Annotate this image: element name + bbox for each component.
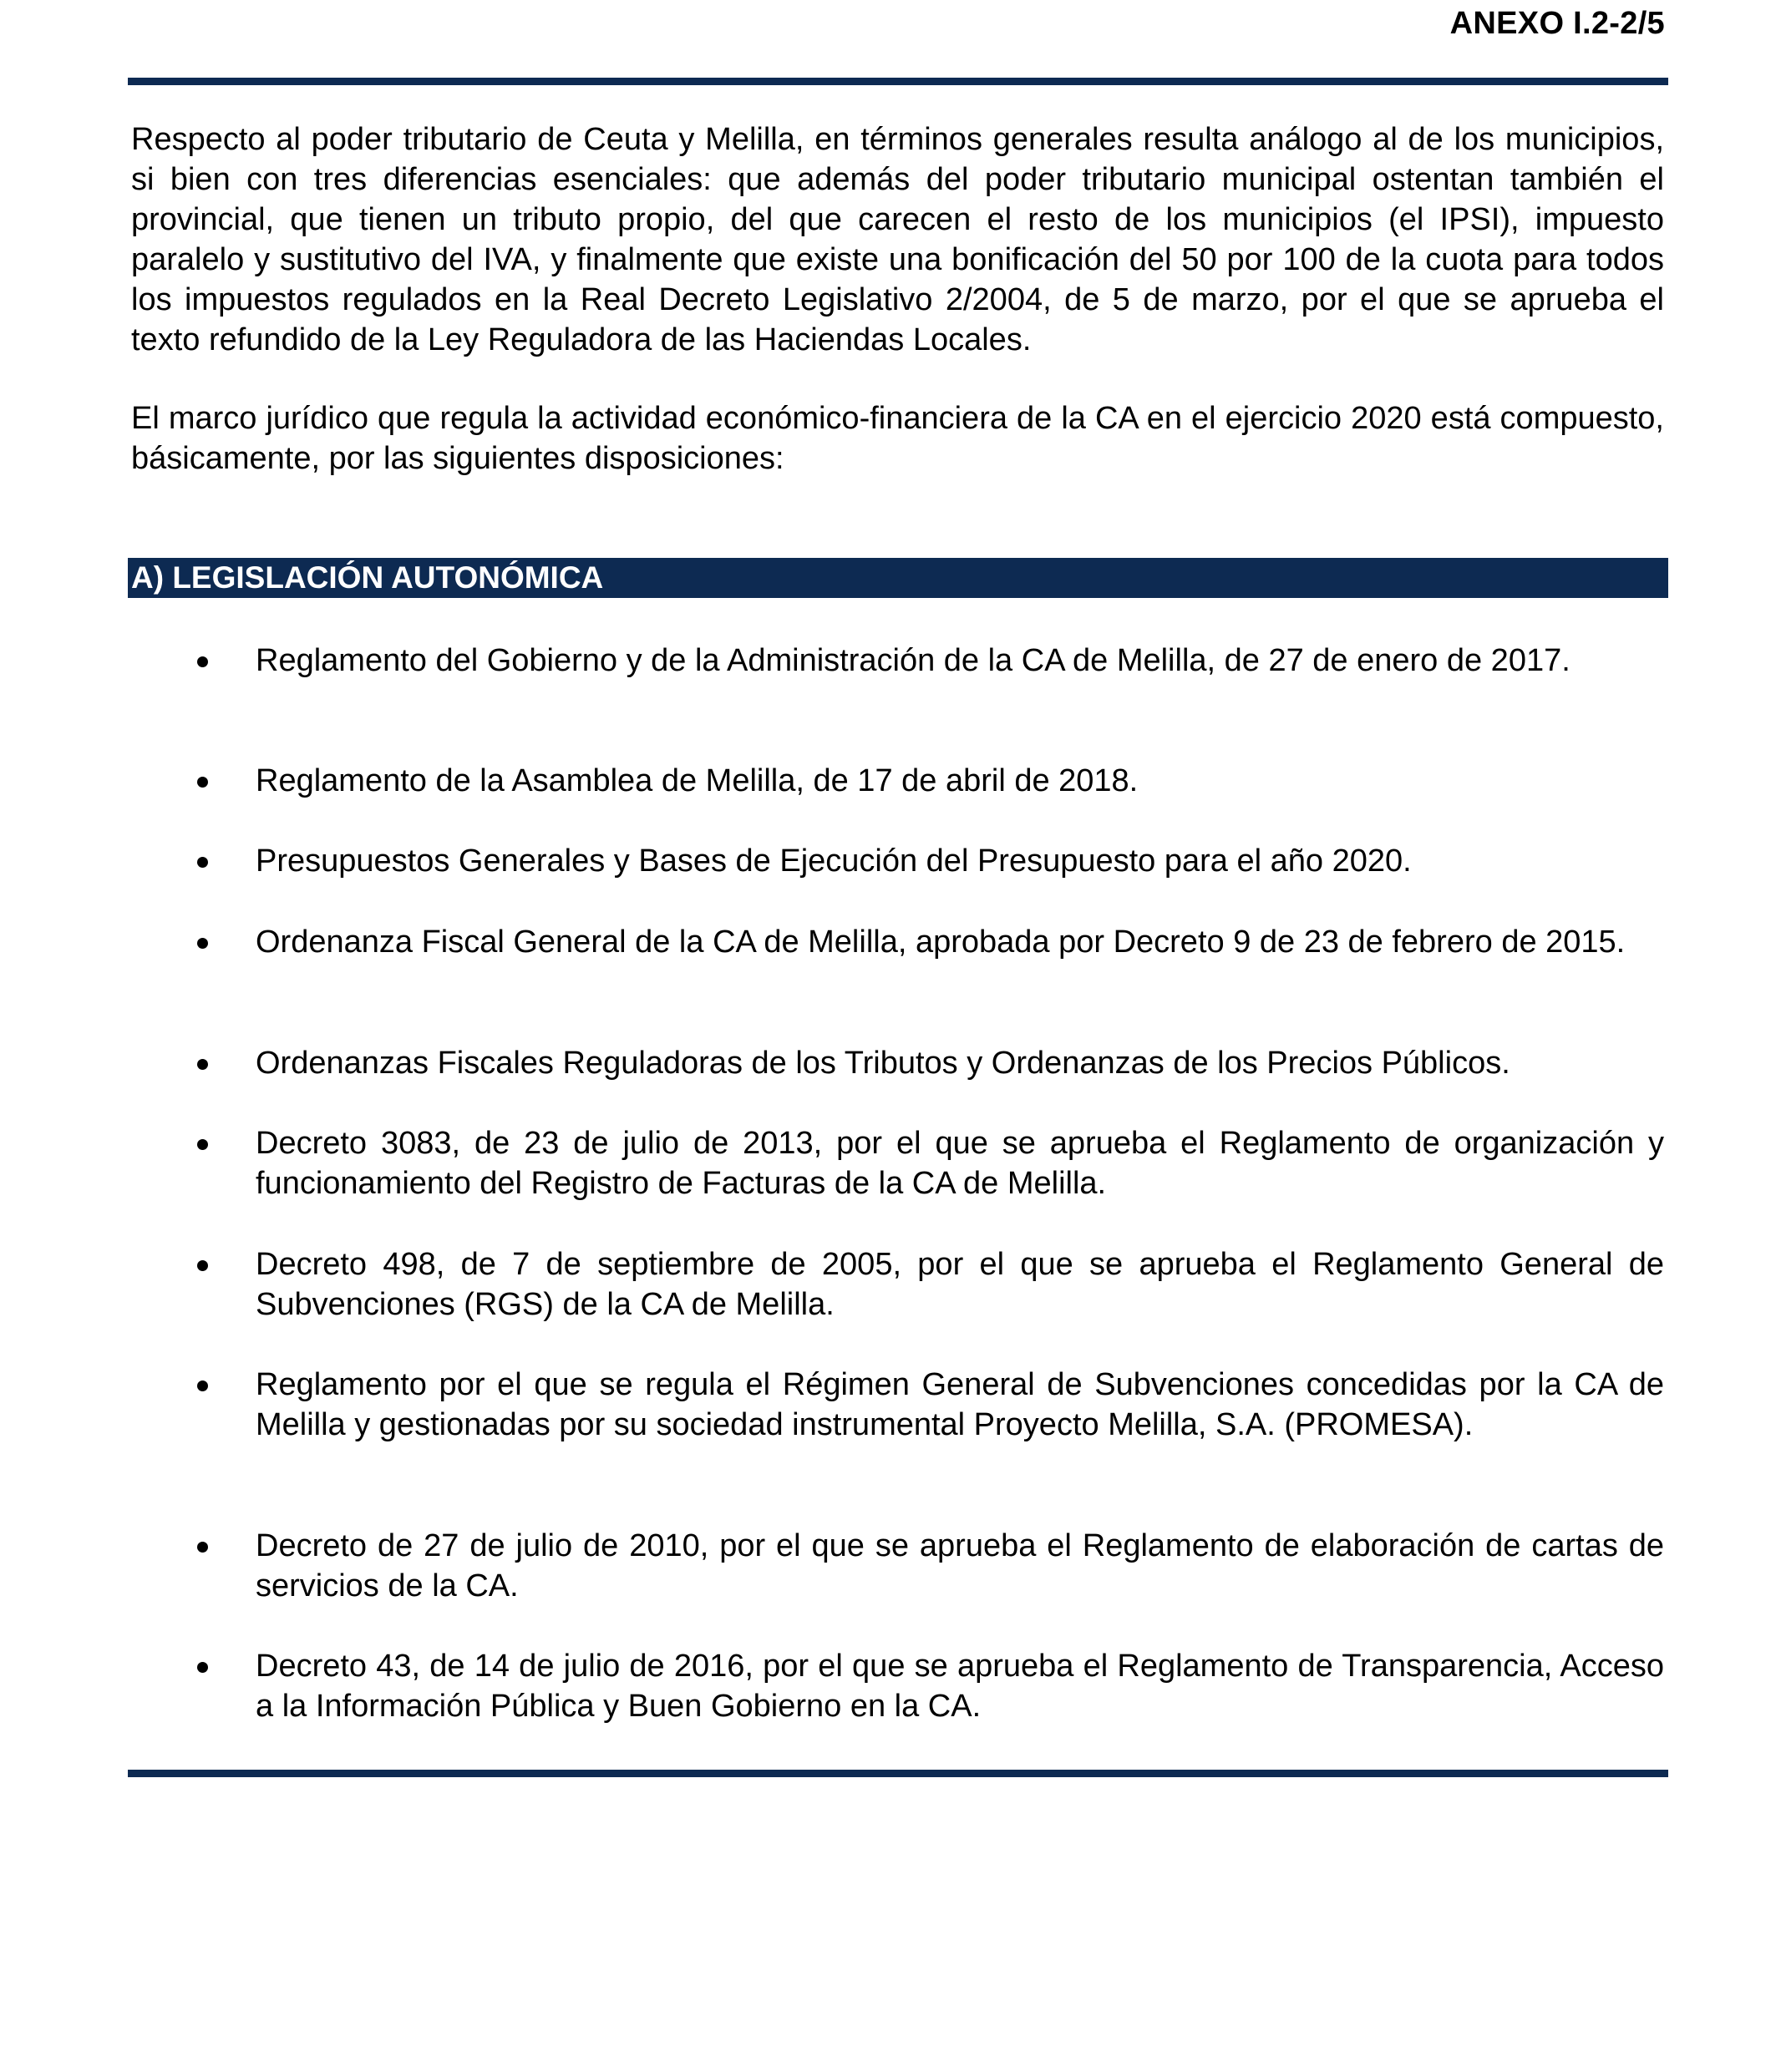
list-item-text: Presupuestos Generales y Bases de Ejecución del Presupuesto para el año 2020. bbox=[256, 843, 1412, 879]
list-item bbox=[256, 761, 1664, 801]
list-item bbox=[256, 922, 1664, 962]
bullet-icon bbox=[197, 1139, 208, 1150]
list-item bbox=[256, 1043, 1664, 1083]
list-item bbox=[256, 1526, 1664, 1606]
list-item-text: Reglamento por el que se regula el Régimen General de Subvenciones concedidas por la CA de Melilla y gestionadas por su sociedad instrumental Proyecto Melilla, S.A. (PROMESA). bbox=[256, 1367, 1664, 1442]
bullet-icon bbox=[197, 1662, 208, 1673]
section-heading: A) LEGISLACIÓN AUTONÓMICA bbox=[128, 558, 1668, 598]
bullet-icon bbox=[197, 938, 208, 949]
list-item-text: Reglamento de la Asamblea de Melilla, de 17 de abril de 2018. bbox=[256, 763, 1139, 798]
list-item-text: Reglamento del Gobierno y de la Administración de la CA de Melilla, de 27 de enero de 2017. bbox=[256, 643, 1570, 678]
top-divider bbox=[128, 78, 1668, 85]
intro-paragraph-1: Respecto al poder tributario de Ceuta y Melilla, en términos generales resulta análogo al de los municipios, si bien con tres diferencias esenciales: que además del poder tributario municipal ostentan también el provincial, que tienen un tributo propio, del que carecen el resto de los municipios (el IPSI), impuesto paralelo y sustitutivo del IVA, y finalmente que existe una bonificación del 50 por 100 de la cuota para todos los impuestos regulados en la Real Decreto Legislativo 2/2004, de 5 de marzo, por el que se aprueba el texto refundido de la Ley Reguladora de las Haciendas Locales. bbox=[131, 122, 1664, 357]
intro-paragraph-2: El marco jurídico que regula la actividad económico-financiera de la CA en el ejercicio 2020 está compuesto, básicamente, por las siguientes disposiciones: bbox=[131, 401, 1664, 476]
list-item-text: Ordenanzas Fiscales Reguladoras de los Tributos y Ordenanzas de los Precios Públicos. bbox=[256, 1046, 1510, 1081]
list-item-text: Decreto 3083, de 23 de julio de 2013, por el que se aprueba el Reglamento de organización y funcionamiento del Registro de Facturas de la CA de Melilla. bbox=[256, 1126, 1664, 1201]
bullet-icon bbox=[197, 857, 208, 868]
bullet-icon bbox=[197, 1260, 208, 1271]
list-item bbox=[256, 841, 1664, 881]
list-item bbox=[256, 641, 1664, 681]
list-item bbox=[256, 1646, 1664, 1726]
bullet-icon bbox=[197, 1542, 208, 1553]
list-item bbox=[256, 1244, 1664, 1325]
bullet-icon bbox=[197, 656, 208, 667]
bottom-divider bbox=[128, 1770, 1668, 1777]
list-item-text: Decreto 498, de 7 de septiembre de 2005, por el que se aprueba el Reglamento General de Subvenciones (RGS) de la CA de Melilla. bbox=[256, 1247, 1664, 1322]
list-item-text: Decreto de 27 de julio de 2010, por el que se aprueba el Reglamento de elaboración de cartas de servicios de la CA. bbox=[256, 1528, 1664, 1603]
list-item bbox=[256, 1123, 1664, 1203]
bullet-icon bbox=[197, 777, 208, 788]
list-item bbox=[256, 1365, 1664, 1445]
intro-text bbox=[131, 119, 1664, 479]
list-item-text: Decreto 43, de 14 de julio de 2016, por el que se aprueba el Reglamento de Transparencia, Acceso a la Información Pública y Buen Gobierno en la CA. bbox=[256, 1649, 1664, 1724]
bullet-icon bbox=[197, 1380, 208, 1391]
annex-label: ANEXO I.2-2/5 bbox=[1449, 6, 1665, 41]
bullet-icon bbox=[197, 1059, 208, 1070]
list-item-text: Ordenanza Fiscal General de la CA de Melilla, aprobada por Decreto 9 de 23 de febrero de 2015. bbox=[256, 925, 1626, 960]
